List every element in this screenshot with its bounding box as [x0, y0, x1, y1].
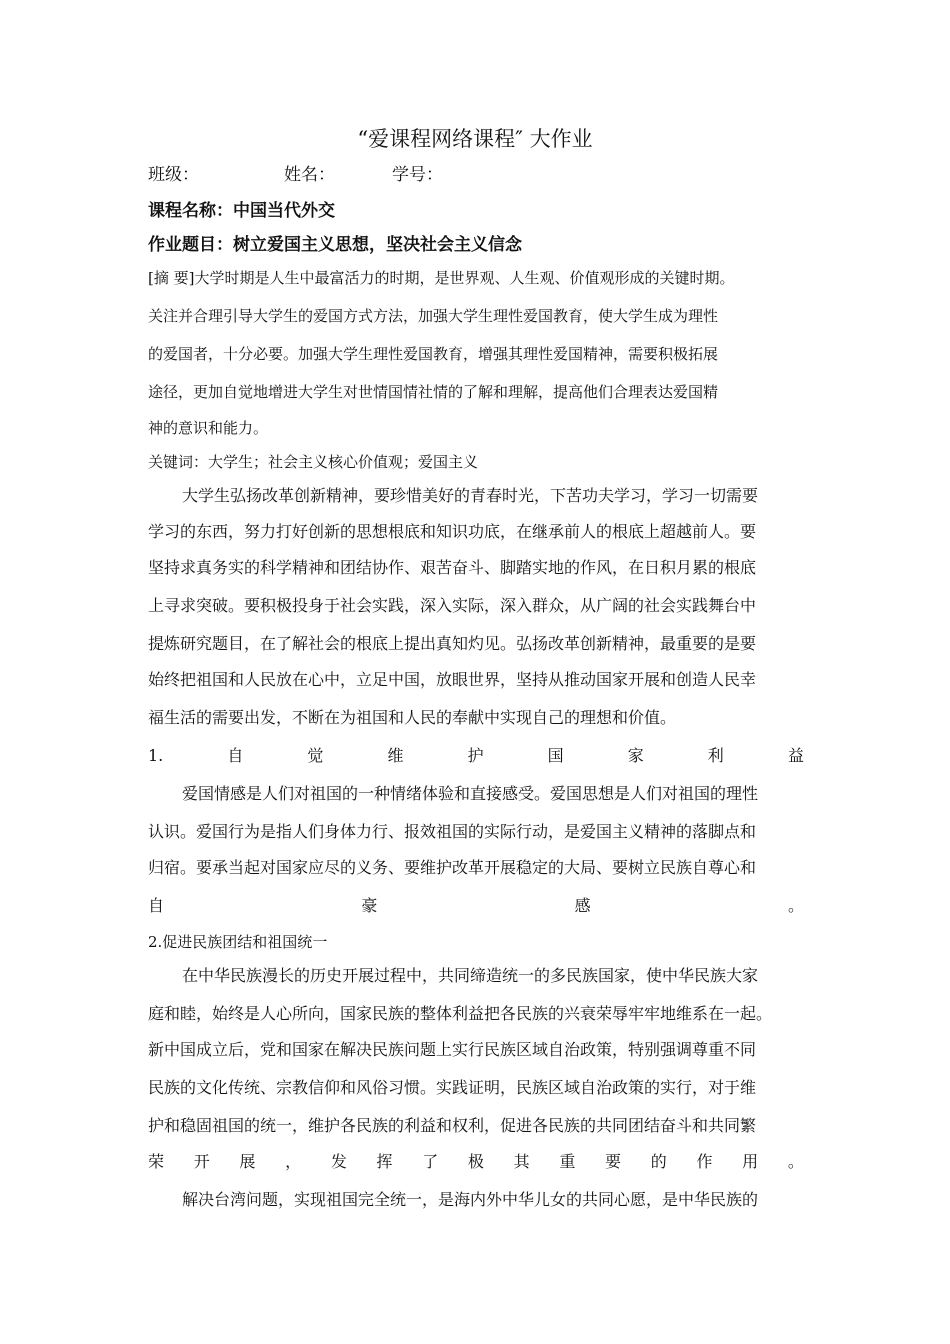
- paragraph-line: 始终把祖国和人民放在心中，立足中国，放眼世界，坚持从推动国家开展和创造人民幸: [148, 670, 757, 689]
- heading-char: 自: [227, 746, 244, 765]
- paragraph-line: 认识。爱国行为是指人们身体力行、报效祖国的实际行动，是爱国主义精神的落脚点和: [148, 822, 757, 841]
- paragraph-char: ，: [285, 1152, 302, 1171]
- heading-char: 利: [707, 746, 724, 765]
- paragraph-line: 提炼研究题目，在了解社会的根底上提出真知灼见。弘扬改革创新精神，最重要的是要: [148, 634, 757, 653]
- heading-char: 1.: [148, 746, 164, 765]
- paragraph-char: 。: [787, 896, 804, 915]
- paragraph-char: 豪: [361, 896, 378, 915]
- class-label: 班级：: [148, 165, 199, 185]
- document-title: “爱课程网络课程″ 大作业: [357, 127, 593, 151]
- paragraph-char: 展: [239, 1152, 256, 1171]
- course-name: 课程名称：中国当代外交: [148, 201, 335, 221]
- paragraph-char: 荣: [148, 1152, 165, 1171]
- paragraph-line: 解决台湾问题，实现祖国完全统一，是海内外中华儿女的共同心愿，是中华民族的: [182, 1190, 759, 1209]
- paragraph-line: 民族的文化传统、宗教信仰和风俗习惯。实践证明，民族区域自治政策的实行，对于维: [148, 1078, 757, 1097]
- abstract-line: 关注并合理引导大学生的爱国方式方法，加强大学生理性爱国教育，使大学生成为理性: [148, 307, 719, 325]
- paragraph-char: 了: [422, 1152, 439, 1171]
- paragraph-char: 用: [742, 1152, 759, 1171]
- abstract-line: 神的意识和能力。: [148, 419, 269, 437]
- abstract-line: [摘 要]大学时期是人生中最富活力的时期，是世界观、人生观、价值观形成的关键时期。: [148, 269, 735, 287]
- abstract-line: 途径，更加自觉地增进大学生对世情国情社情的了解和理解，提高他们合理表达爱国精: [148, 383, 719, 401]
- paragraph-char: 发: [330, 1152, 347, 1171]
- paragraph-last-line: [148, 1152, 804, 1172]
- paragraph-char: 自: [148, 896, 165, 915]
- paragraph-line: 学习的东西，努力打好创新的思想根底和知识功底，在继承前人的根底上超越前人。要: [148, 522, 757, 541]
- paragraph-char: 要: [605, 1152, 622, 1171]
- heading-char: 家: [627, 746, 644, 765]
- paragraph-line: 归宿。要承当起对国家应尽的义务、要维护改革开展稳定的大局、要树立民族自尊心和: [148, 858, 757, 877]
- paragraph-char: 其: [513, 1152, 530, 1171]
- paragraph-char: 的: [650, 1152, 667, 1171]
- paragraph-char: 开: [193, 1152, 210, 1171]
- paragraph-line: 坚持求真务实的科学精神和团结协作、艰苦奋斗、脚踏实地的作风，在日积月累的根底: [148, 558, 757, 577]
- paragraph-line: 在中华民族漫长的历史开展过程中，共同缔造统一的多民族国家，使中华民族大家: [182, 966, 759, 985]
- paragraph-line: 上寻求突破。要积极投身于社会实践，深入实际，深入群众，从广阔的社会实践舞台中: [148, 596, 757, 615]
- name-label: 姓名：: [284, 165, 335, 185]
- section-heading-2: 2.促进民族团结和祖国统一: [148, 933, 328, 951]
- paragraph-char: 挥: [376, 1152, 393, 1171]
- heading-char: 觉: [307, 746, 324, 765]
- paragraph-char: 。: [787, 1152, 804, 1171]
- paragraph-char: 极: [467, 1152, 484, 1171]
- student-id-label: 学号：: [392, 165, 443, 185]
- paragraph-last-line: [148, 896, 804, 916]
- abstract-line: 的爱国者，十分必要。加强大学生理性爱国教育，增强其理性爱国精神，需要积极拓展: [148, 345, 719, 363]
- paragraph-line: 庭和睦，始终是人心所向，国家民族的整体利益把各民族的兴衰荣辱牢牢地维系在一起。: [148, 1004, 773, 1023]
- paragraph-line: 大学生弘扬改革创新精神，要珍惜美好的青春时光，下苦功夫学习，学习一切需要: [182, 486, 759, 505]
- heading-char: 益: [787, 746, 804, 765]
- keywords: 关键词：大学生；社会主义核心价值观；爱国主义: [148, 453, 479, 471]
- paragraph-line: 福生活的需要出发，不断在为祖国和人民的奉献中实现自己的理想和价值。: [148, 708, 677, 727]
- heading-char: 维: [387, 746, 404, 765]
- paragraph-char: 感: [574, 896, 591, 915]
- assignment-topic: 作业题目：树立爱国主义思想，坚决社会主义信念: [148, 235, 522, 255]
- heading-char: 护: [467, 746, 484, 765]
- paragraph-line: 新中国成立后，党和国家在解决民族问题上实行民族区域自治政策，特别强调尊重不同: [148, 1040, 757, 1059]
- paragraph-line: 护和稳固祖国的统一，维护各民族的利益和权利，促进各民族的共同团结奋斗和共同繁: [148, 1116, 757, 1135]
- paragraph-char: 重: [559, 1152, 576, 1171]
- heading-char: 国: [547, 746, 564, 765]
- paragraph-line: 爱国情感是人们对祖国的一种情绪体验和直接感受。爱国思想是人们对祖国的理性: [182, 784, 759, 803]
- section-heading-1: [148, 746, 804, 766]
- paragraph-char: 作: [696, 1152, 713, 1171]
